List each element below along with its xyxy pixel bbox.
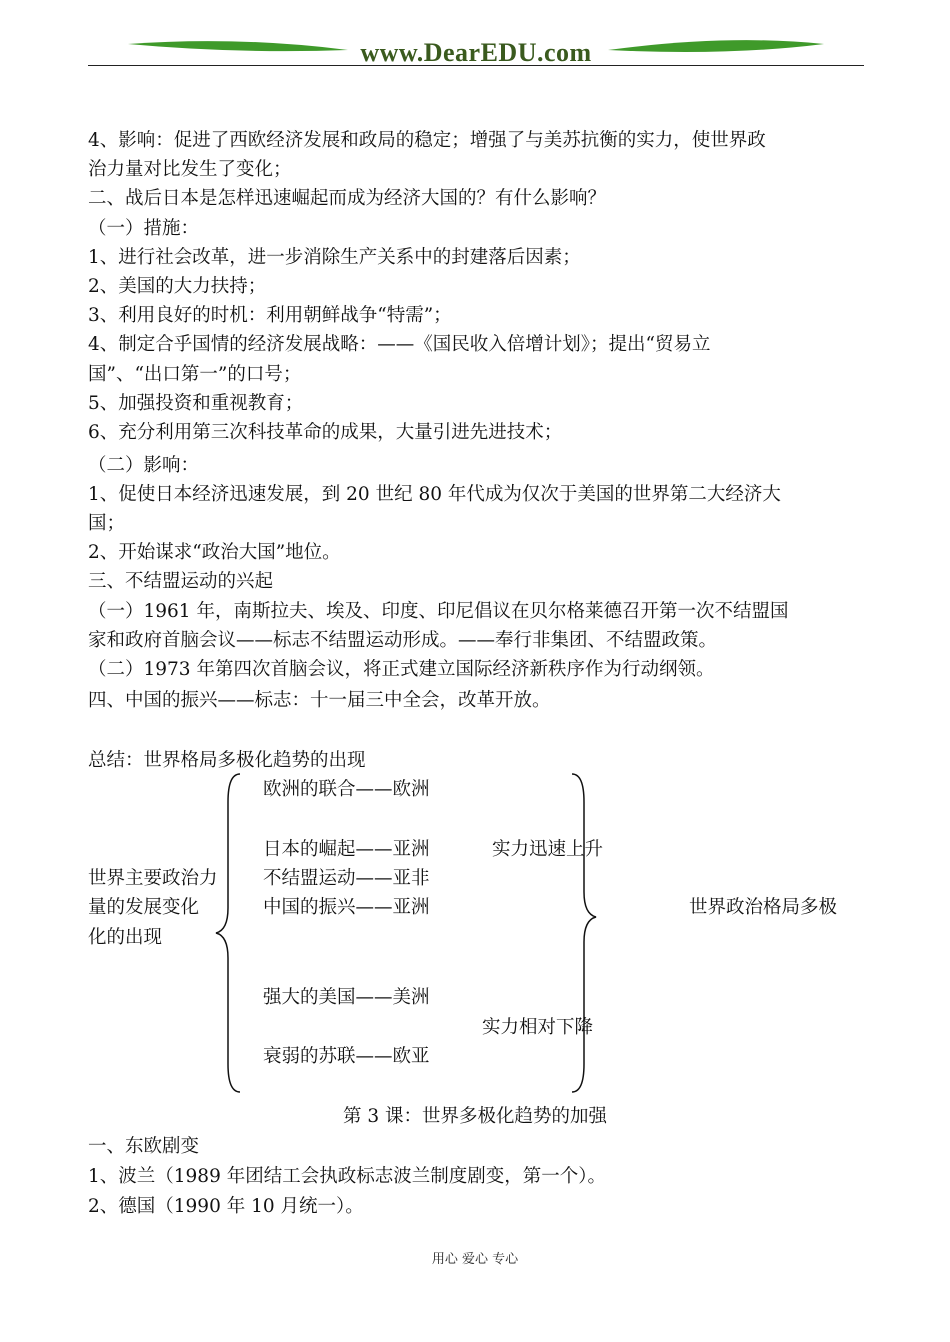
body-line: 治力量对比发生了变化； — [88, 159, 292, 180]
left-brace — [210, 772, 250, 1094]
page-footer: 用心 爱心 专心 — [431, 1252, 519, 1267]
body-line: 二、战后日本是怎样迅速崛起而成为经济大国的？有什么影响？ — [88, 188, 607, 209]
summary-title: 总结：世界格局多极化趋势的出现 — [88, 750, 366, 771]
right-brace — [566, 772, 606, 1094]
body-line: 1、促使日本经济迅速发展，到 20 世纪 80 年代成为仅次于美国的世界第二大经济大 — [88, 484, 781, 505]
body-line: 四、中国的振兴——标志：十一届三中全会，改革开放。 — [88, 690, 551, 711]
body-line: 三、不结盟运动的兴起 — [88, 571, 274, 592]
lesson-line: 2、德国（1990 年 10 月统一）。 — [88, 1196, 364, 1217]
body-line: （一）措施： — [88, 218, 200, 239]
body-line: 2、美国的大力扶持； — [88, 276, 267, 297]
site-header — [88, 28, 864, 68]
body-line: 4、制定合乎国情的经济发展战略：——《国民收入倍增计划》；提出“贸易立 — [88, 334, 711, 355]
body-line: （二）影响： — [88, 455, 200, 476]
body-line: 4、影响：促进了西欧经济发展和政局的稳定；增强了与美苏抗衡的实力，使世界政 — [88, 130, 766, 151]
lesson-title: 第 3 课：世界多极化趋势的加强 — [342, 1106, 608, 1127]
summary-result: 世界政治格局多极 — [689, 897, 838, 918]
lesson-line: 1、波兰（1989 年团结工会执政标志波兰制度剧变，第一个）。 — [88, 1166, 606, 1187]
body-line: 家和政府首脑会议——标志不结盟运动形成。——奉行非集团、不结盟政策。 — [88, 630, 718, 651]
body-line: 1、进行社会改革，进一步消除生产关系中的封建落后因素； — [88, 247, 581, 268]
rising-label: 实力迅速上升 — [492, 839, 604, 860]
body-line: 2、开始谋求“政治大国”地位。 — [88, 542, 341, 563]
summary-item: 日本的崛起——亚洲 — [263, 839, 430, 860]
body-line: 6、充分利用第三次科技革命的成果，大量引进先进技术； — [88, 422, 563, 443]
body-line: 国； — [88, 513, 126, 534]
body-line: （一）1961 年，南斯拉夫、埃及、印度、印尼倡议在贝尔格莱德召开第一次不结盟国 — [88, 601, 789, 622]
body-line: 3、利用良好的时机：利用朝鲜战争“特需”； — [88, 305, 452, 326]
summary-left-label: 世界主要政治力 — [88, 868, 218, 889]
site-logo-text: www.DearEDU.com — [360, 38, 592, 67]
declining-label: 实力相对下降 — [482, 1017, 594, 1038]
summary-left-label: 化的出现 — [88, 927, 163, 948]
body-line: （二）1973 年第四次首脑会议，将正式建立国际经济新秩序作为行动纲领。 — [88, 659, 715, 680]
body-line: 国”、“出口第一”的口号； — [88, 364, 302, 385]
body-line: 5、加强投资和重视教育； — [88, 393, 304, 414]
summary-item: 衰弱的苏联——欧亚 — [263, 1046, 430, 1067]
header-divider — [88, 65, 864, 66]
summary-item: 欧洲的联合——欧洲 — [263, 779, 430, 800]
summary-item: 不结盟运动——亚非 — [263, 868, 430, 889]
summary-item: 中国的振兴——亚洲 — [263, 897, 430, 918]
lesson-line: 一、东欧剧变 — [88, 1136, 200, 1157]
summary-item: 强大的美国——美洲 — [263, 987, 430, 1008]
summary-left-label: 量的发展变化 — [88, 897, 200, 918]
